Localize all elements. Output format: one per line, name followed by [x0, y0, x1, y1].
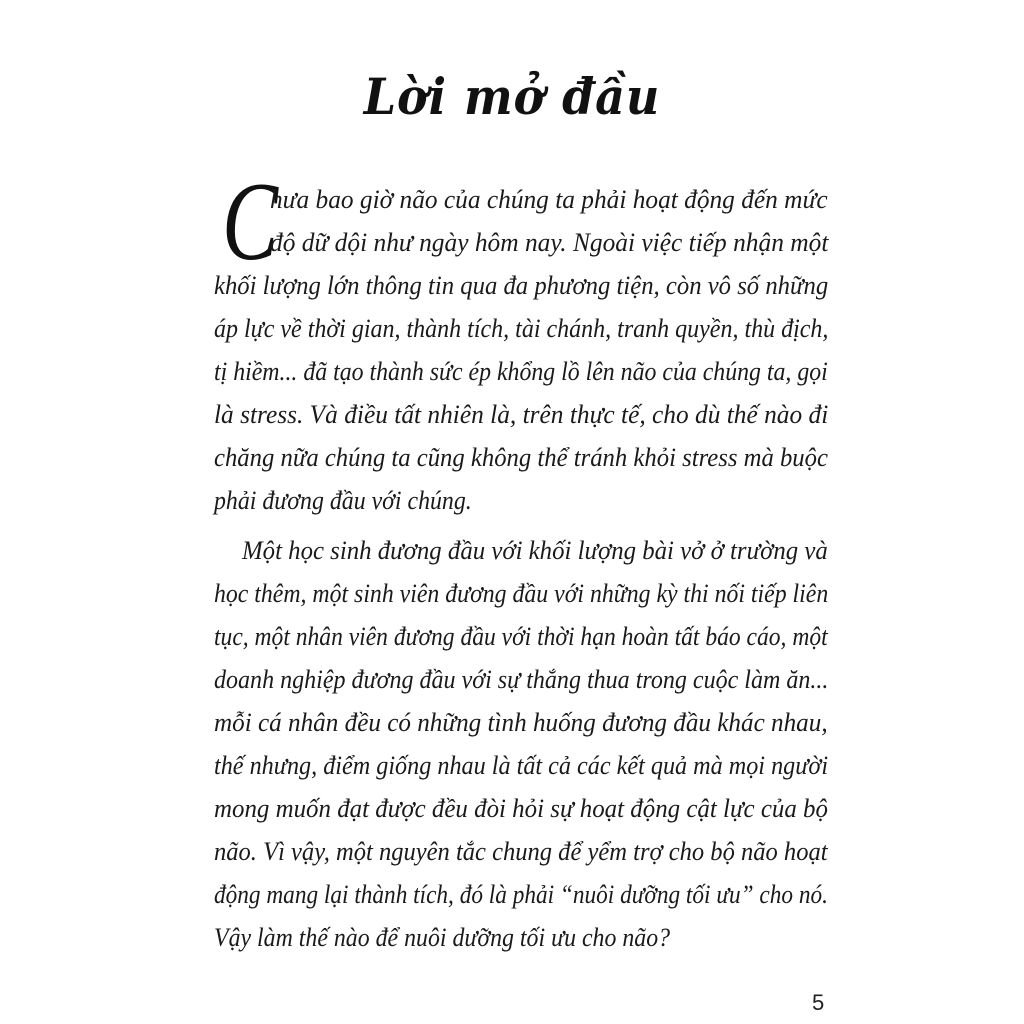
text-line: Vậy làm thế nào để nuôi dưỡng tối ưu cho não? [214, 922, 671, 952]
text-line: Một học sinh đương đầu với khối lượng bài vở ở trường và [242, 535, 828, 565]
text-line: não. Vì vậy, một nguyên tắc chung để yểm trợ cho bộ não hoạt [214, 836, 828, 866]
text-line: học thêm, một sinh viên đương đầu với những kỳ thi nối tiếp liên [214, 578, 829, 608]
text-line: độ dữ dội như ngày hôm nay. Ngoài việc tiếp nhận một [270, 227, 829, 257]
text-line: hưa bao giờ não của chúng ta phải hoạt động đến mức [270, 184, 828, 214]
text-line: là stress. Và điều tất nhiên là, trên thực tế, cho dù thế nào đi [214, 399, 829, 429]
text-line: doanh nghiệp đương đầu với sự thắng thua trong cuộc làm ăn... [214, 664, 829, 694]
text-line: động mang lại thành tích, đó là phải “nuôi dưỡng tối ưu” cho nó. [214, 879, 828, 909]
text-line: mong muốn đạt được đều đòi hỏi sự hoạt động cật lực của bộ [214, 793, 828, 823]
text-line: phải đương đầu với chúng. [214, 485, 472, 515]
text-line: thế nhưng, điểm giống nhau là tất cả các kết quả mà mọi người [214, 750, 829, 780]
text-line: áp lực về thời gian, thành tích, tài chánh, tranh quyền, thù địch, [214, 313, 829, 343]
chapter-title: Lời mở đầu [363, 66, 661, 126]
text-line: tục, một nhân viên đương đầu với thời hạn hoàn tất báo cáo, một [214, 621, 828, 651]
text-line: khối lượng lớn thông tin qua đa phương tiện, còn vô số những [214, 270, 829, 300]
text-line: tị hiềm... đã tạo thành sức ép khổng lồ lên não của chúng ta, gọi [214, 356, 828, 386]
drop-cap-letter: C [222, 160, 279, 284]
page-number: 5 [812, 990, 825, 1015]
text-line: chăng nữa chúng ta cũng không thể tránh khỏi stress mà buộc [214, 442, 828, 472]
text-line: mỗi cá nhân đều có những tình huống đương đầu khác nhau, [214, 707, 828, 737]
